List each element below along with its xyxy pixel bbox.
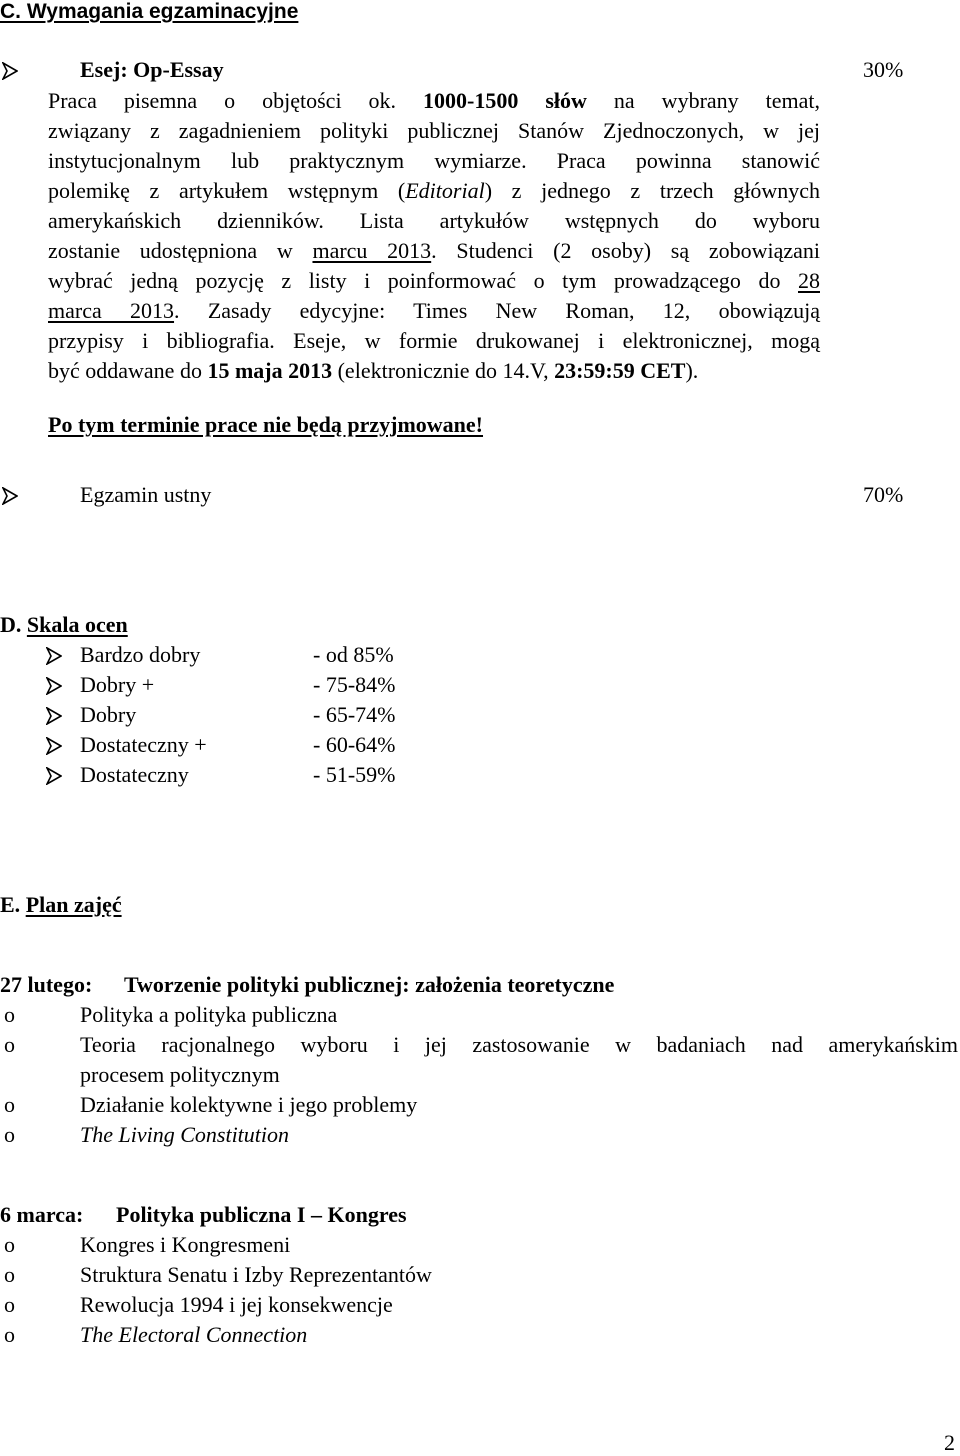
essay-line: amerykańskich dzienników. Lista artykułów wstępnych do wyboru <box>48 208 820 233</box>
section-c-heading: C. Wymagania egzaminacyjne <box>0 0 299 23</box>
essay-description <box>48 86 820 386</box>
session-item: The Living Constitution <box>80 1122 290 1147</box>
essay-line: instytucjonalnym lub praktycznym wymiarze. Praca powinna stanowić <box>48 148 820 173</box>
circle-bullet-icon: o <box>4 1092 15 1117</box>
session-item: procesem politycznym <box>80 1062 280 1087</box>
session-item: Kongres i Kongresmeni <box>80 1232 291 1257</box>
circle-bullet-icon: o <box>4 1122 15 1147</box>
circle-bullet-icon: o <box>4 1322 15 1347</box>
circle-bullet-icon: o <box>4 1292 15 1317</box>
circle-bullet-icon: o <box>4 1262 15 1287</box>
essay-line: przypisy i bibliografia. Eseje, w formie drukowanej i elektronicznej, mogą <box>48 328 820 353</box>
session-item: Działanie kolektywne i jego problemy <box>80 1092 418 1117</box>
circle-bullet-icon: o <box>4 1032 15 1057</box>
session-item: Teoria racjonalnego wyboru i jej zastosowanie w badaniach nad amerykańskim <box>80 1032 958 1057</box>
grade-name: Dobry <box>80 702 137 727</box>
session-date: 6 marca: <box>0 1202 84 1227</box>
arrow-bullet-icon <box>2 62 18 80</box>
essay-line: być oddawane do 15 maja 2013 (elektronicznie do 14.V, 23:59:59 CET). <box>48 358 699 383</box>
session-topic: Tworzenie polityki publicznej: założenia teoretyczne <box>124 972 615 997</box>
essay-line: marca 2013. Zasady edycyjne: Times New Roman, 12, obowiązują <box>48 298 820 323</box>
deadline-note: Po tym terminie prace nie będą przyjmowane! <box>48 412 484 437</box>
grade-name: Dobry + <box>80 672 155 697</box>
essay-line: związany z zagadnieniem polityki publicznej Stanów Zjednoczonych, w jej <box>48 118 820 143</box>
arrow-bullet-icon <box>2 487 18 505</box>
essay-line: polemikę z artykułem wstępnym (Editorial) z jednego z trzech głównych <box>48 178 820 203</box>
session-item: The Electoral Connection <box>80 1322 308 1347</box>
essay-line: wybrać jedną pozycję z listy i poinformować o tym prowadzącego do 28 <box>48 268 820 293</box>
arrow-bullet-icon <box>46 767 62 785</box>
section-d-heading: D. Skala ocen <box>0 612 128 637</box>
session-date: 27 lutego: <box>0 972 93 997</box>
arrow-bullet-icon <box>46 677 62 695</box>
essay-line: Praca pisemna o objętości ok. 1000-1500 słów na wybrany temat, <box>48 88 821 113</box>
oral-exam-weight: 70% <box>863 482 904 507</box>
circle-bullet-icon: o <box>4 1232 15 1257</box>
grade-range: - 65-74% <box>313 702 396 727</box>
grade-range: - 51-59% <box>313 762 396 787</box>
grade-range: - od 85% <box>313 642 394 667</box>
oral-exam-title: Egzamin ustny <box>80 482 212 507</box>
essay-title: Esej: Op-Essay <box>80 57 224 82</box>
arrow-bullet-icon <box>46 707 62 725</box>
grade-name: Dostateczny <box>80 762 189 787</box>
arrow-bullet-icon <box>46 737 62 755</box>
circle-bullet-icon: o <box>4 1002 15 1027</box>
section-e-heading: E. Plan zajęć <box>0 892 122 917</box>
session-item: Rewolucja 1994 i jej konsekwencje <box>80 1292 393 1317</box>
essay-weight: 30% <box>863 57 904 82</box>
session-item: Struktura Senatu i Izby Reprezentantów <box>80 1262 432 1287</box>
page-number: 2 <box>944 1430 955 1455</box>
arrow-bullet-icon <box>46 647 62 665</box>
grade-name: Bardzo dobry <box>80 642 201 667</box>
grade-range: - 60-64% <box>313 732 396 757</box>
session-item: Polityka a polityka publiczna <box>80 1002 338 1027</box>
session-topic: Polityka publiczna I – Kongres <box>116 1202 407 1227</box>
essay-line: zostanie udostępniona w marcu 2013. Studenci (2 osoby) są zobowiązani <box>48 238 821 263</box>
grade-range: - 75-84% <box>313 672 396 697</box>
grade-name: Dostateczny + <box>80 732 207 757</box>
